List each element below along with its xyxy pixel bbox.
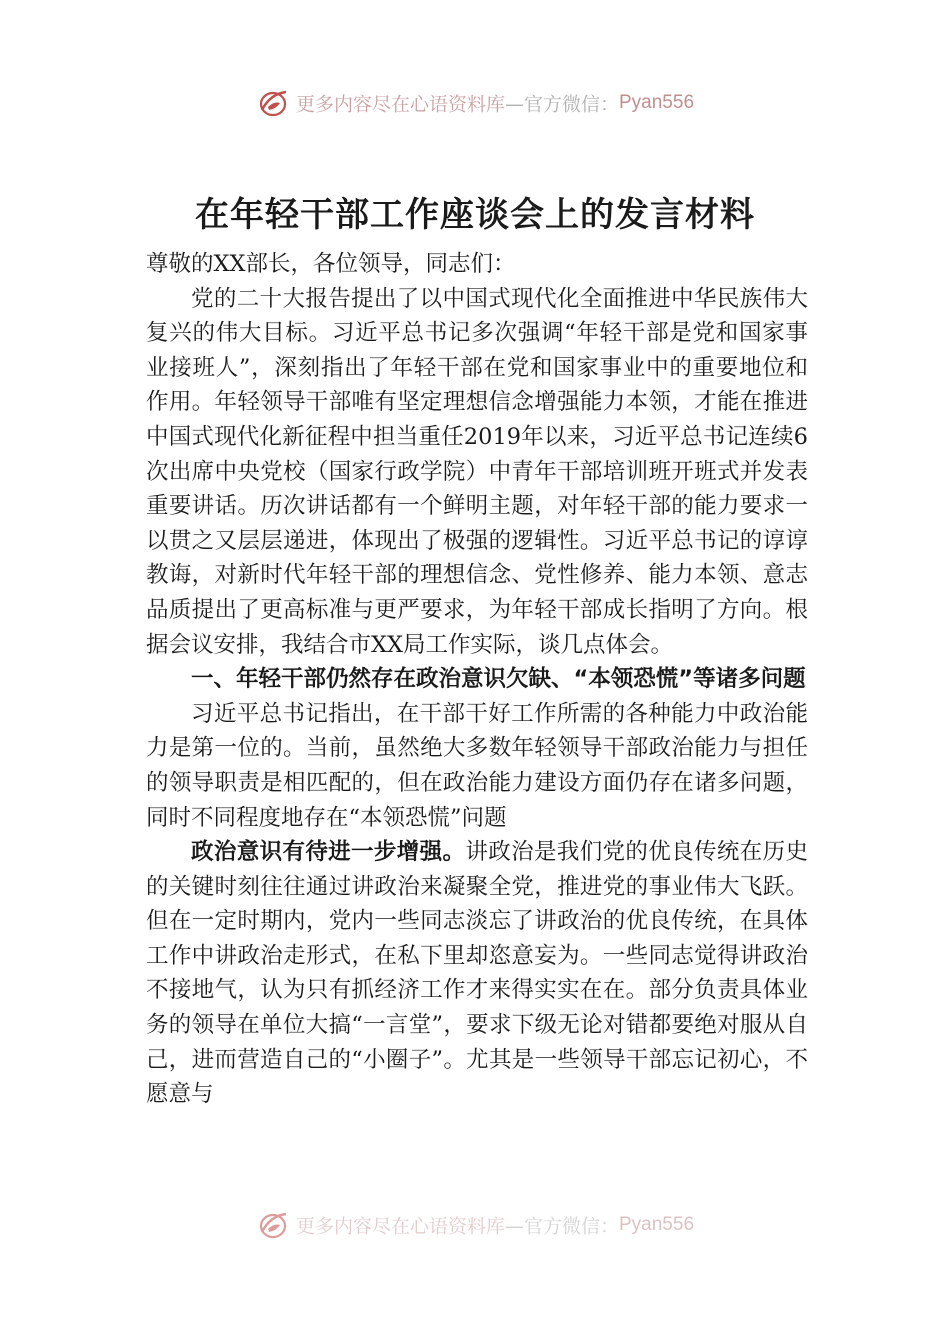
watermark-text: 更多内容尽在心语资料库 — [295, 93, 505, 116]
brand-logo-icon — [256, 88, 292, 118]
header-watermark — [0, 88, 950, 118]
paragraph-intro: 党的二十大报告提出了以中国式现代化全面推进中华民族伟大复兴的伟大目标。习近平总书记多次强调“年轻干部是党和国家事业接班人”，深刻指出了年轻干部在党和国家事业中的重要地位和作用。年轻领导干部唯有坚定理想信念增强能力本领，才能在推进中国式现代化新征程中担当重任2019年以来，习近平总书记连续6次出席中央党校（国家行政学院）中青年干部培训班开班式并发表重要讲话。历次讲话都有一个鲜明主题，对年轻干部的能力要求一以贯之又层层递进，体现出了极强的逻辑性。习近平总书记的谆谆教诲，对新时代年轻干部的理想信念、党性修养、能力本领、意志品质提出了更高标准与更严要求，为年轻干部成长指明了方向。根据会议安排，我结合市XX局工作实际，谈几点体会。 — [146, 285, 808, 658]
watermark-wechat-label: —官方微信： — [504, 93, 619, 116]
paragraph-political-awareness — [146, 835, 808, 1112]
section-heading-1: 一、年轻干部仍然存在政治意识欠缺、“本领恐慌”等诸多问题 — [191, 666, 806, 693]
watermark-wechat-id: Pyan556 — [619, 1214, 695, 1235]
paragraph-political-ability: 习近平总书记指出，在干部干好工作所需的各种能力中政治能力是第一位的。当前，虽然绝大多数年轻领导干部政治能力与担任的领导职责是相匹配的，但在政治能力建设方面仍存在诸多问题，同时不同程度地存在“本领恐慌”问题 — [146, 700, 808, 831]
watermark-text: 更多内容尽在心语资料库 — [295, 1215, 505, 1238]
brand-logo-icon — [256, 1210, 292, 1240]
footer-watermark — [0, 1210, 950, 1240]
salutation: 尊敬的XX部长，各位领导，同志们： — [146, 251, 516, 277]
paragraph-body-text: 讲政治是我们党的优良传统在历史的关键时刻往往通过讲政治来凝聚全党，推进党的事业伟大飞跃。但在一定时期内，党内一些同志淡忘了讲政治的优良传统，在具体工作中讲政治走形式，在私下里却恣意妄为。一些同志觉得讲政治不接地气，认为只有抓经济工作才来得实实在在。部分负责具体业务的领导在单位大搞“一言堂”，要求下级无论对错都要绝对服从自己，进而营造自己的“小圈子”。尤其是一些领导干部忘记初心，不愿意与 — [146, 839, 808, 1108]
paragraph-lead-bold: 政治意识有待进一步增强。 — [191, 839, 466, 866]
document-title: 在年轻干部工作座谈会上的发言材料 — [195, 195, 755, 235]
document-body — [146, 247, 808, 1112]
watermark-wechat-id: Pyan556 — [619, 92, 695, 113]
watermark-wechat-label: —官方微信： — [504, 1215, 619, 1238]
